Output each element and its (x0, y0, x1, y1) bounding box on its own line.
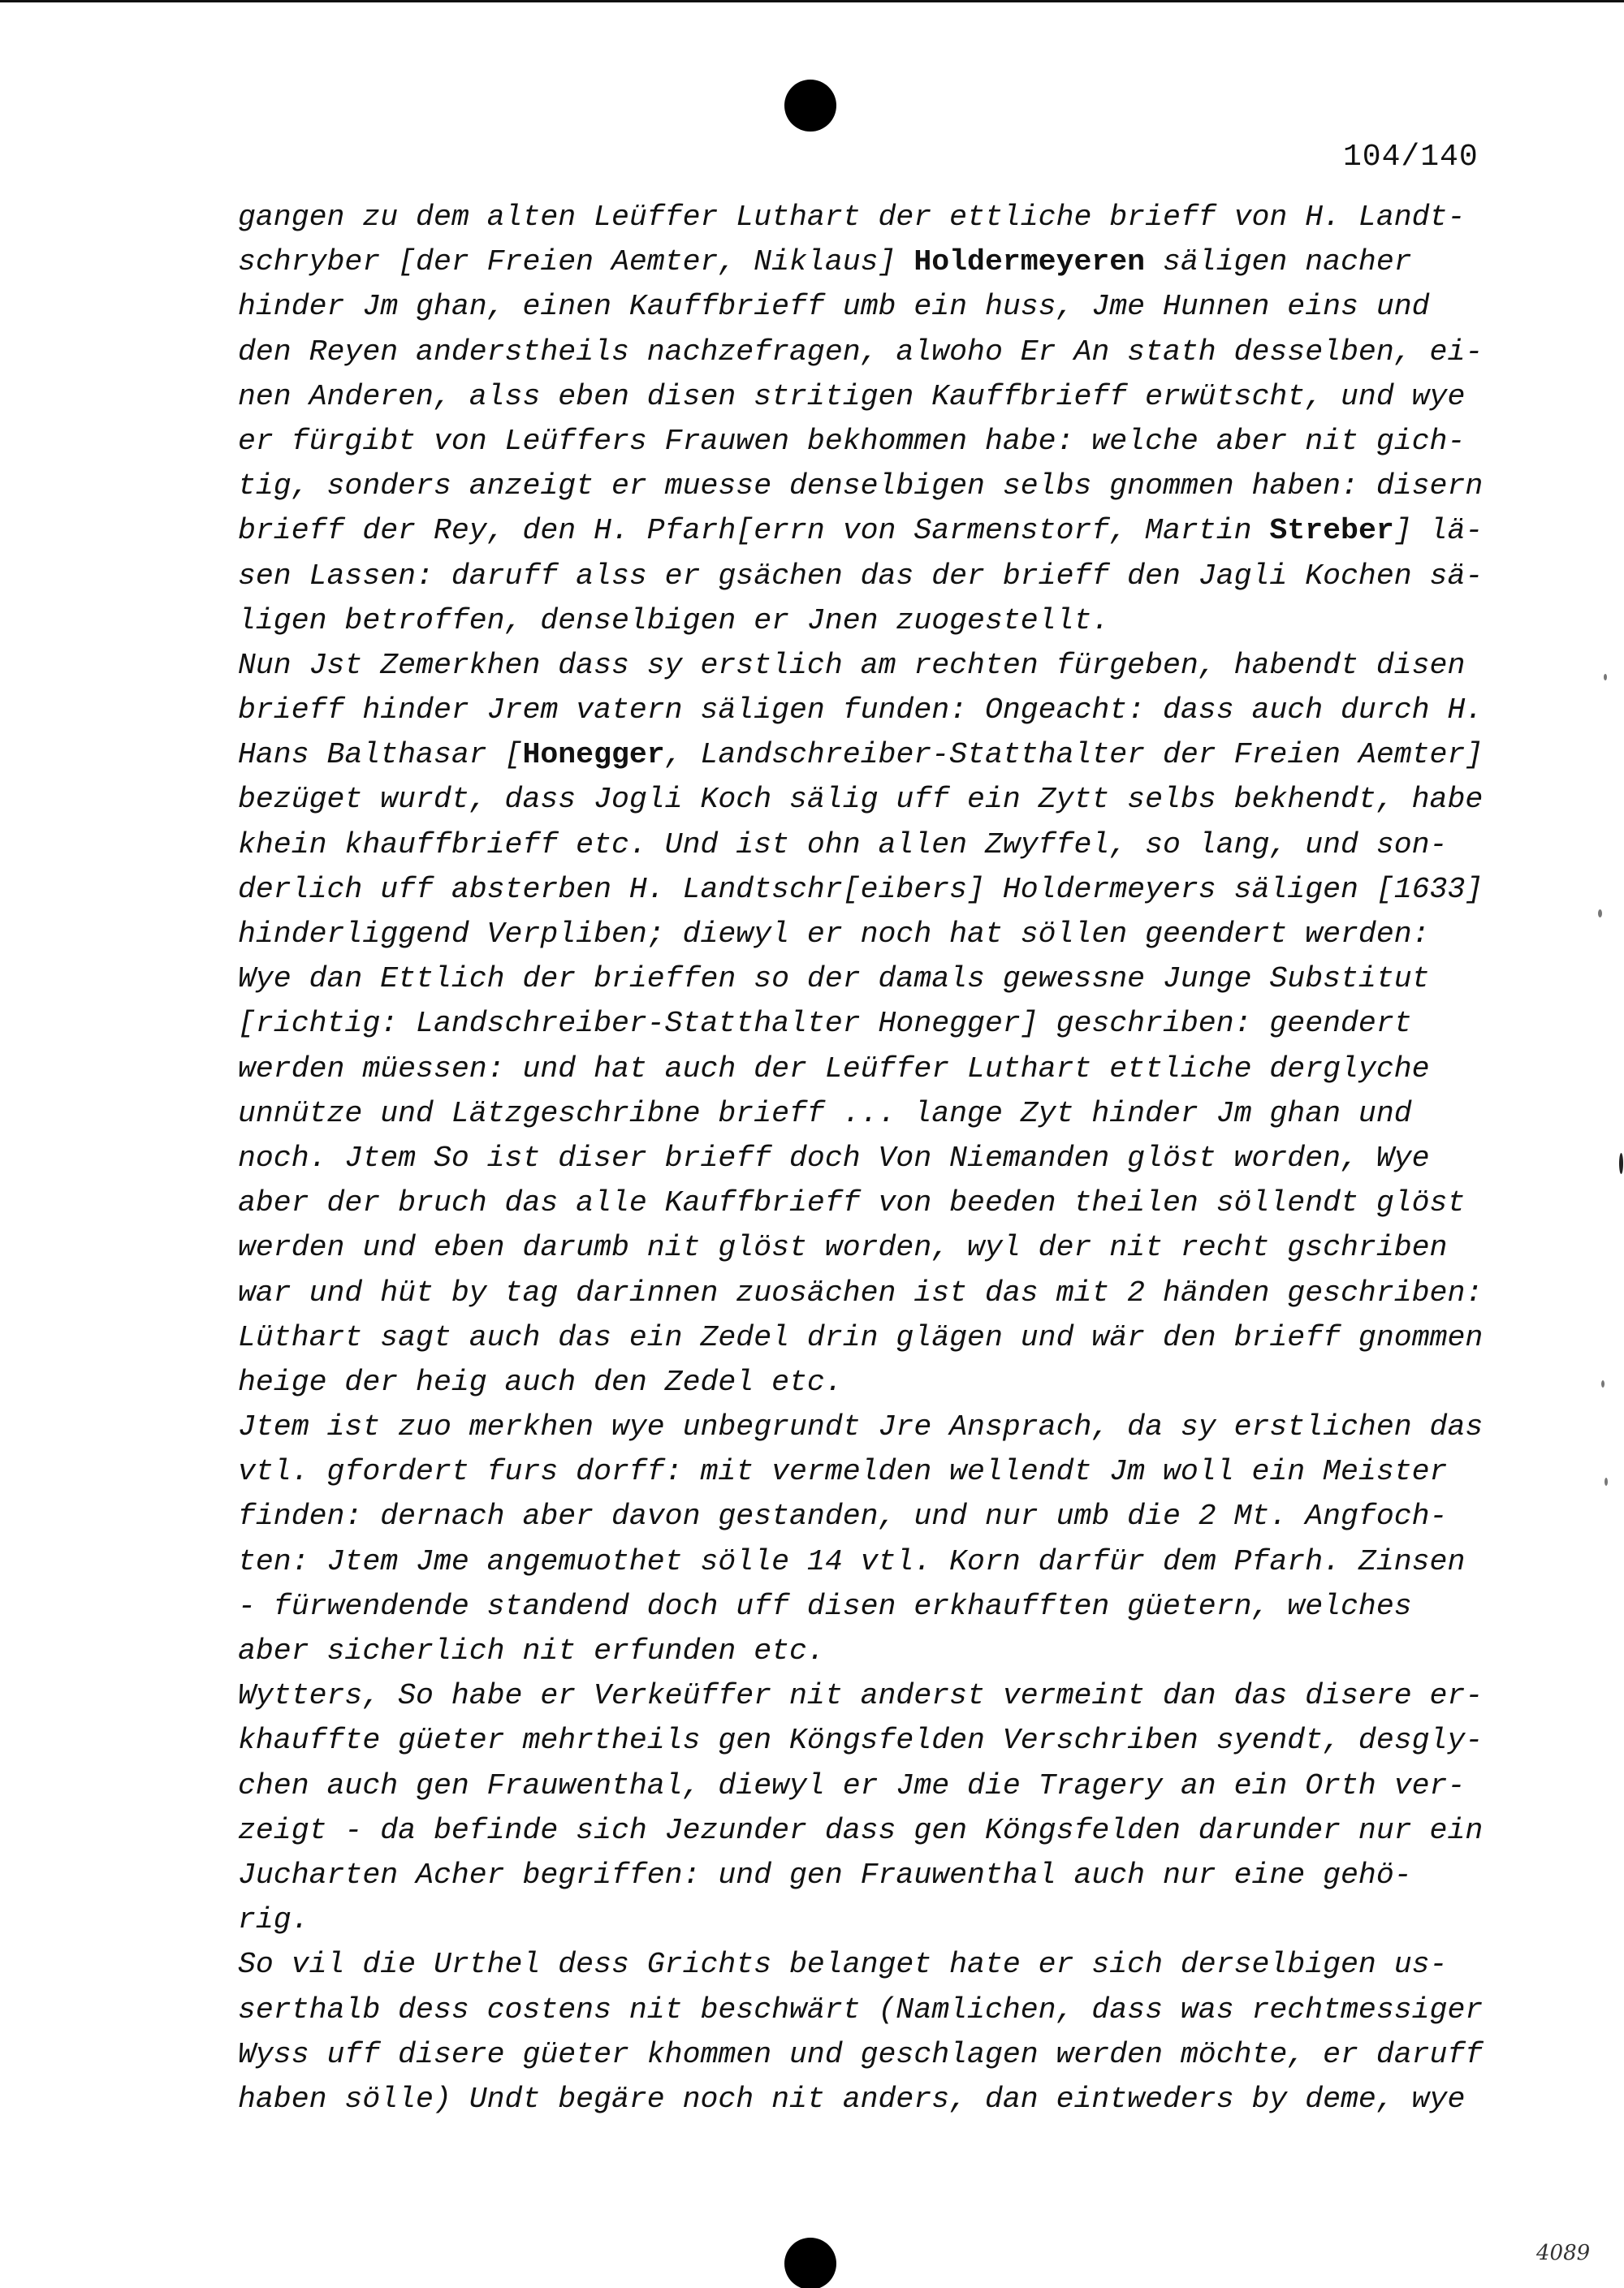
text-line (238, 822, 1505, 867)
text-line (238, 1360, 1505, 1405)
text-line (238, 1718, 1505, 1763)
scan-speck (1598, 909, 1602, 917)
scan-speck (1601, 1380, 1605, 1388)
text-line (238, 284, 1505, 329)
text-line (238, 1584, 1505, 1629)
transcription-text (238, 195, 1505, 2122)
text-line (238, 508, 1505, 553)
text-run: finden: dernach aber davon gestanden, und nur umb die 2 Mt. Angfoch- (238, 1500, 1448, 1534)
text-run: rig. (238, 1903, 309, 1937)
text-run: Wytters, So habe er Verkeüffer nit anderst vermeint dan das disere er- (238, 1679, 1484, 1713)
text-run: brieff der Rey, den H. Pfarh[errn von Sarmenstorf, Martin (238, 514, 1270, 548)
text-line (238, 195, 1505, 240)
text-line (238, 1136, 1505, 1181)
text-line (238, 1539, 1505, 1584)
page-number: 104/140 (1343, 140, 1479, 175)
text-run: tig, sonders anzeigt er muesse denselbigen selbs gnommen haben: disern (238, 469, 1484, 503)
text-run: Wye dan Ettlich der brieffen so der damals gewessne Junge Substitut (238, 962, 1430, 996)
text-run: bezüget wurdt, dass Jogli Koch sälig uff ein Zytt selbs bekhendt, habe (238, 783, 1484, 817)
scan-speck (1604, 674, 1607, 680)
text-line (238, 1629, 1505, 1673)
text-line (238, 867, 1505, 912)
text-line (238, 464, 1505, 508)
text-line (238, 688, 1505, 732)
text-run: ten: Jtem Jme angemuothet sölle 14 vtl. Korn darfür dem Pfarh. Zinsen (238, 1544, 1466, 1578)
text-run: den Reyen anderstheils nachzefragen, alwoho Er An stath desselben, ei- (238, 335, 1484, 369)
text-run: hinderliggend Verpliben; diewyl er noch hat söllen geendert werden: (238, 917, 1430, 951)
text-run: - fürwendende standend doch uff disen erkhaufften güetern, welches (238, 1589, 1412, 1623)
text-line (238, 1897, 1505, 1942)
scan-speck (1605, 1478, 1608, 1486)
text-run: zeigt - da befinde sich Jezunder dass gen Köngsfelden darunder nur ein (238, 1813, 1484, 1847)
text-line (238, 1673, 1505, 1718)
text-run: schryber [der Freien Aemter, Niklaus] (238, 245, 914, 279)
bold-name: Streber (1269, 514, 1394, 548)
text-line (238, 554, 1505, 598)
text-run: ligen betroffen, denselbigen er Jnen zuogestellt. (238, 603, 1110, 637)
text-run: Nun Jst Zemerkhen dass sy erstlich am rechten fürgeben, habendt disen (238, 648, 1466, 682)
text-run: nen Anderen, alss eben disen stritigen Kauffbrieff erwütscht, und wye (238, 379, 1466, 413)
text-run: werden und eben darumb nit glöst worden, wyl der nit recht gschriben (238, 1231, 1448, 1265)
text-line (238, 643, 1505, 688)
text-run: haben sölle) Undt begäre noch nit anders, dan eintweders by deme, wye (238, 2082, 1466, 2116)
text-run: aber sicherlich nit erfunden etc. (238, 1634, 825, 1668)
punch-hole-bottom (784, 2238, 836, 2288)
text-line (238, 912, 1505, 956)
handwritten-note: 4089 (1536, 2241, 1591, 2265)
text-run: sen Lassen: daruff alss er gsächen das der brieff den Jagli Kochen sä- (238, 559, 1484, 593)
text-line (238, 1047, 1505, 1091)
text-line (238, 374, 1505, 419)
text-line (238, 598, 1505, 643)
text-line (238, 1988, 1505, 2032)
text-line (238, 330, 1505, 374)
text-run: So vil die Urthel dess Grichts belanget hate er sich derselbigen us- (238, 1948, 1448, 1982)
text-line (238, 1763, 1505, 1808)
text-run: Lüthart sagt auch das ein Zedel drin glägen und wär den brieff gnommen (238, 1320, 1484, 1354)
scan-top-border (0, 0, 1624, 2)
text-run: noch. Jtem So ist diser brieff doch Von Niemanden glöst worden, Wye (238, 1141, 1430, 1175)
text-line (238, 1808, 1505, 1853)
text-run: aber der bruch das alle Kauffbrieff von beeden theilen söllendt glöst (238, 1186, 1466, 1220)
text-run: war und hüt by tag darinnen zuosächen ist das mit 2 händen geschriben: (238, 1276, 1484, 1310)
text-line (238, 956, 1505, 1001)
text-line (238, 1494, 1505, 1539)
text-line (238, 1091, 1505, 1136)
text-run: chen auch gen Frauwenthal, diewyl er Jme die Tragery an ein Orth ver- (238, 1768, 1466, 1802)
bold-name: Honegger (522, 738, 665, 772)
text-line (238, 419, 1505, 464)
text-run: [richtig: Landschreiber-Statthalter Honegger] geschriben: geendert (238, 1007, 1412, 1041)
text-run: Jtem ist zuo merkhen wye unbegrundt Jre Ansprach, da sy erstlichen das (238, 1410, 1484, 1444)
scan-speck (1619, 1153, 1623, 1174)
text-line (238, 2077, 1505, 2122)
text-run: Hans Balthasar [ (238, 738, 523, 772)
text-line (238, 1315, 1505, 1360)
text-run: säligen nacher (1145, 245, 1412, 279)
text-line (238, 240, 1505, 284)
bold-name: Holdermeyeren (914, 245, 1146, 279)
text-line (238, 2032, 1505, 2077)
text-line (238, 1449, 1505, 1494)
text-run: heige der heig auch den Zedel etc. (238, 1365, 843, 1399)
text-line (238, 1853, 1505, 1897)
text-run: Jucharten Acher begriffen: und gen Frauwenthal auch nur eine gehö- (238, 1858, 1412, 1892)
text-run: gangen zu dem alten Leüffer Luthart der ettliche brieff von H. Landt- (238, 201, 1466, 234)
text-run: Wyss uff disere güeter khommen und geschlagen werden möchte, er daruff (238, 2037, 1484, 2071)
text-line (238, 777, 1505, 822)
text-line (238, 1225, 1505, 1270)
text-run: ] lä- (1393, 514, 1484, 548)
text-line (238, 1942, 1505, 1987)
text-line (238, 1181, 1505, 1225)
text-run: hinder Jm ghan, einen Kauffbrieff umb ein huss, Jme Hunnen eins und (238, 290, 1430, 324)
text-line (238, 1405, 1505, 1449)
text-run: serthalb dess costens nit beschwärt (Namlichen, dass was rechtmessiger (238, 1992, 1484, 2027)
text-run: vtl. gfordert furs dorff: mit vermelden wellendt Jm woll ein Meister (238, 1455, 1448, 1489)
text-line (238, 732, 1505, 777)
text-line (238, 1001, 1505, 1046)
text-run: , Landschreiber-Statthalter der Freien Aemter] (664, 738, 1484, 772)
text-run: khauffte güeter mehrtheils gen Köngsfelden Verschriben syendt, desgly- (238, 1724, 1484, 1758)
text-run: brieff hinder Jrem vatern säligen funden: Ongeacht: dass auch durch H. (238, 693, 1484, 727)
text-run: derlich uff absterben H. Landtschr[eibers] Holdermeyers säligen [1633] (238, 872, 1484, 906)
punch-hole-top (784, 80, 836, 132)
text-run: khein khauffbrieff etc. Und ist ohn allen Zwyffel, so lang, und son- (238, 827, 1448, 861)
text-run: werden müessen: und hat auch der Leüffer Luthart ettliche derglyche (238, 1051, 1430, 1086)
text-line (238, 1271, 1505, 1315)
text-run: unnütze und Lätzgeschribne brieff ... lange Zyt hinder Jm ghan und (238, 1096, 1412, 1130)
text-run: er fürgibt von Leüffers Frauwen bekhommen habe: welche aber nit gich- (238, 424, 1466, 458)
